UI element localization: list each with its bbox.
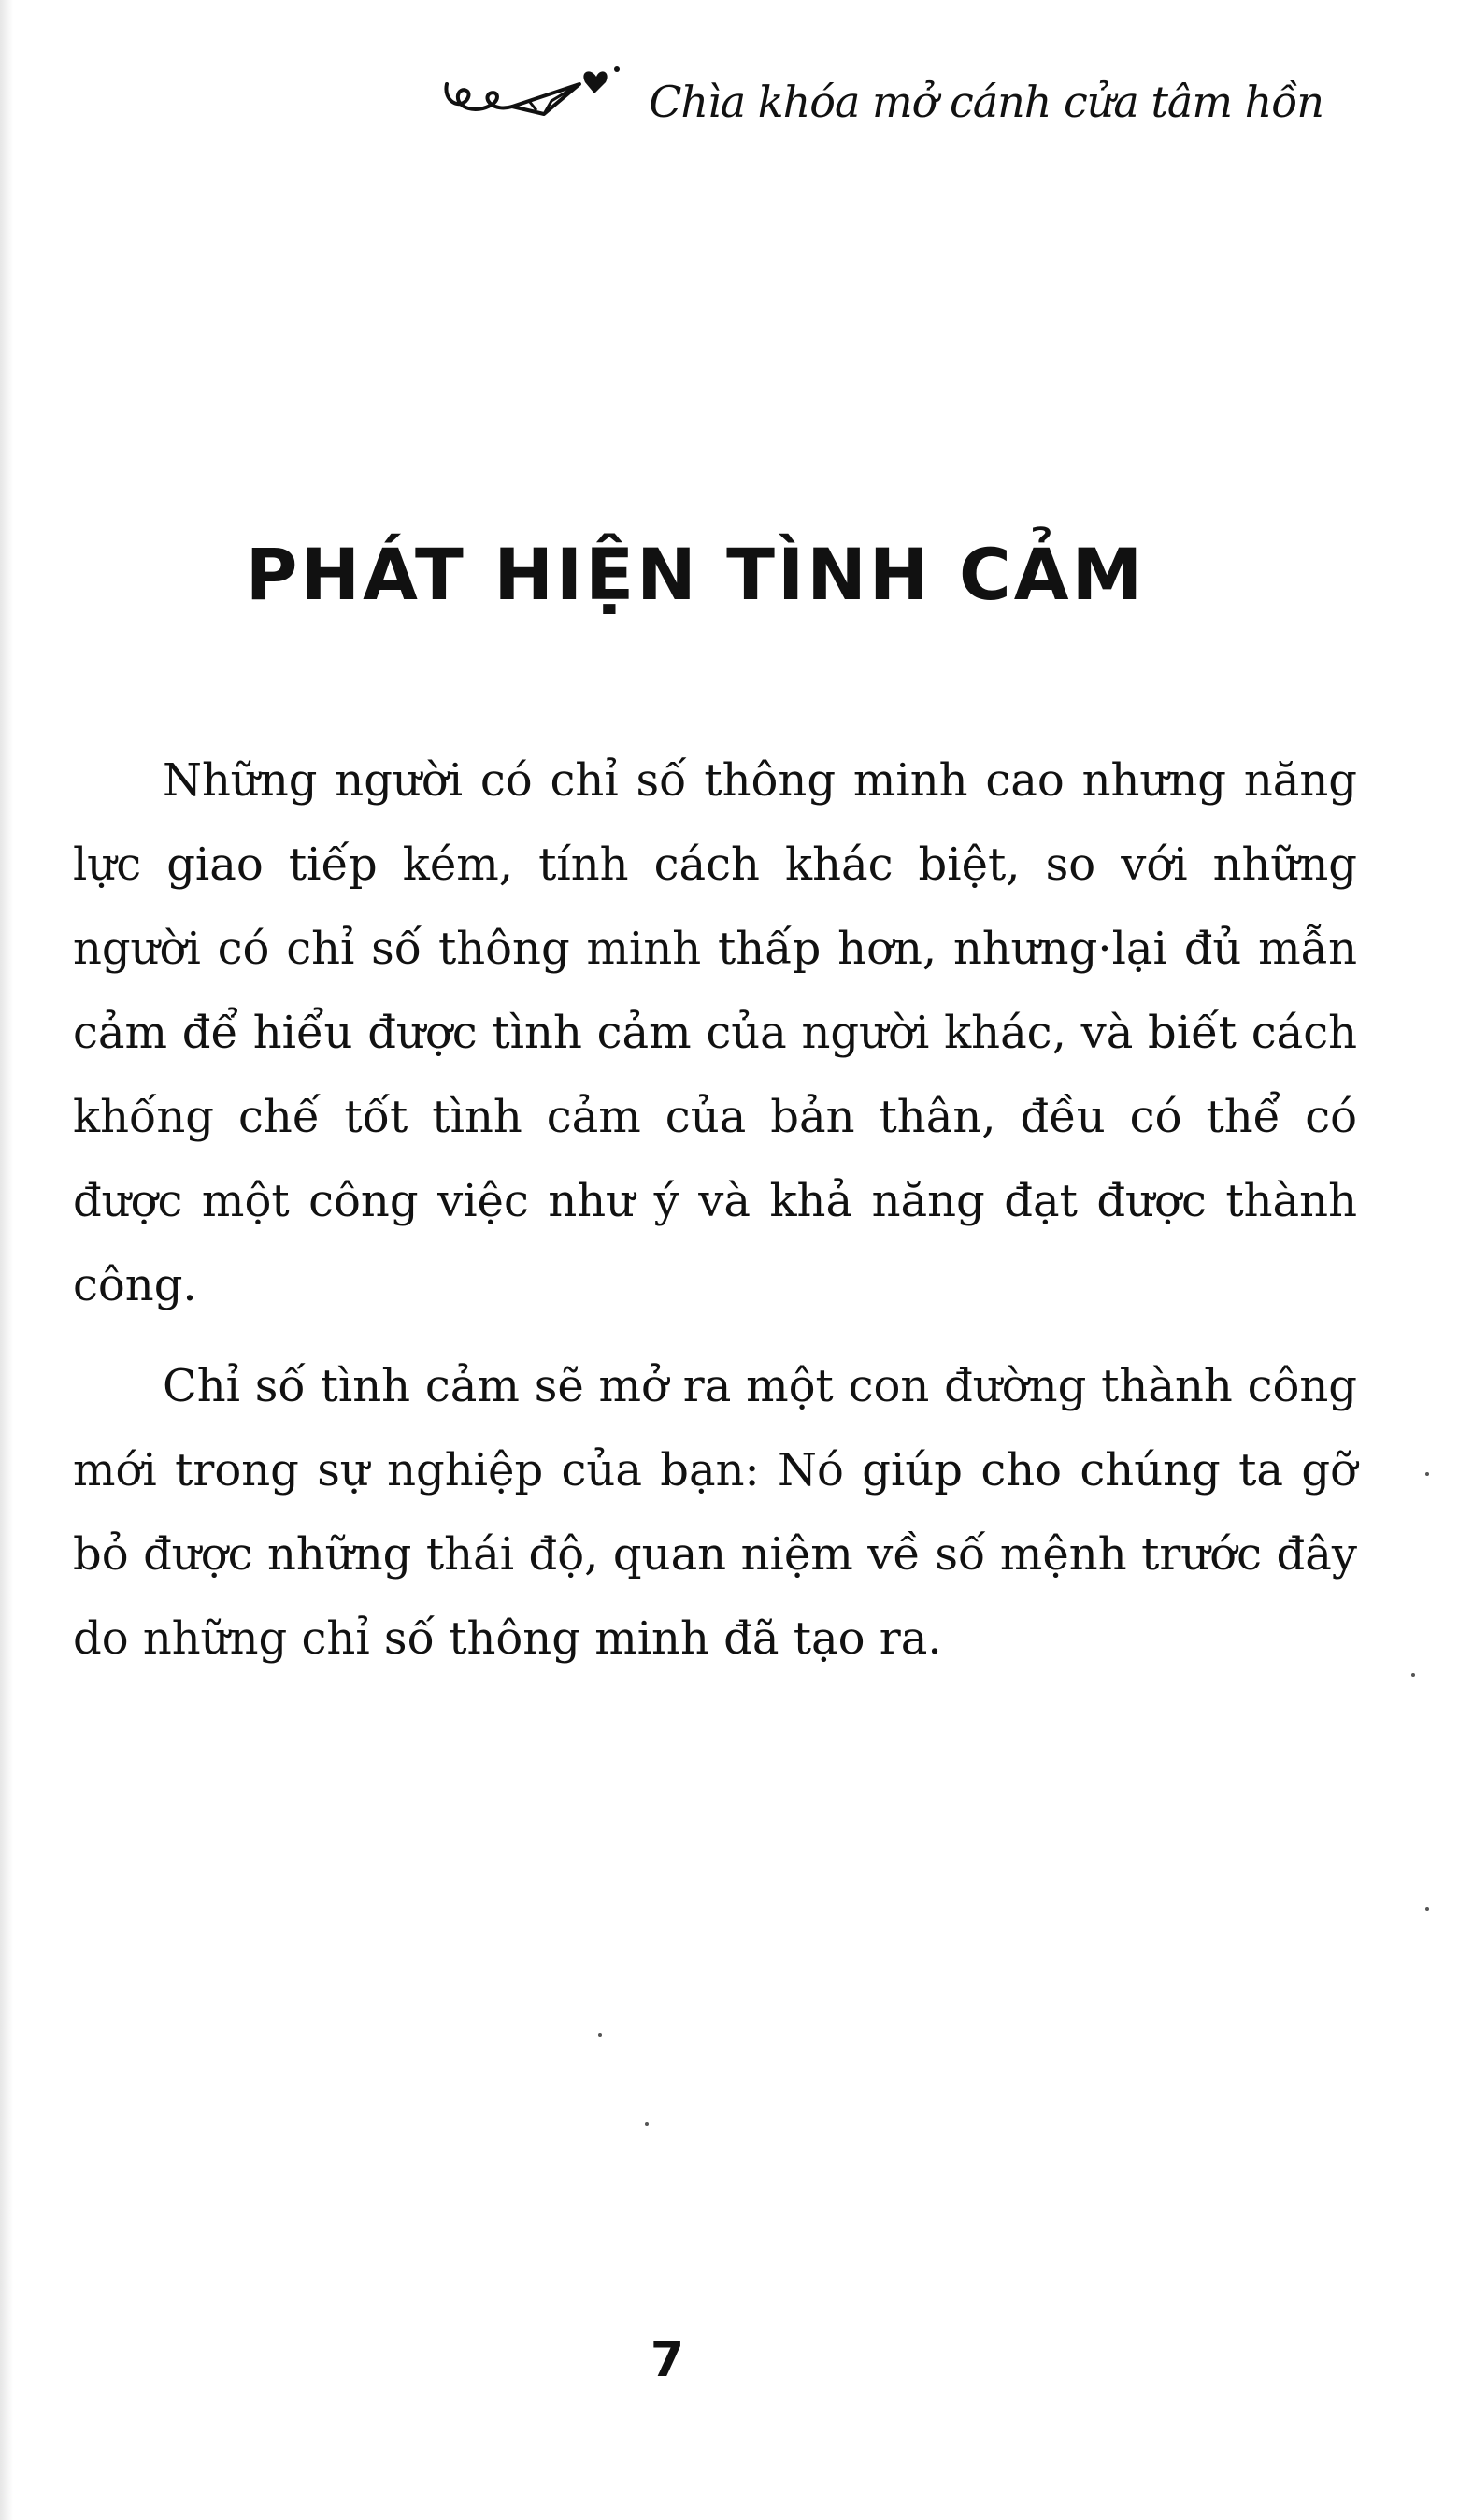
scan-speck — [1425, 1907, 1429, 1911]
running-header — [439, 56, 1323, 131]
chapter-title: PHÁT HIỆN TÌNH CẢM — [245, 533, 1146, 616]
running-header-title: Chìa khóa mở cánh cửa tâm hồn — [649, 77, 1323, 127]
paragraph-1: Những người có chỉ số thông minh cao nhưng năng lực giao tiếp kém, tính cách khác biệt, so với những người có chỉ số thông minh thấp hơn, nhưng·lại đủ mẫn cảm để hiểu được tình cảm của người khác, và biết cách khống chế tốt tình cảm của bản thân, đều có thể có được một công việc như ý và khả năng đạt được thành công. — [73, 754, 1357, 1311]
scan-speck — [1425, 1472, 1429, 1476]
paper-plane-heart-flourish-icon — [439, 56, 636, 131]
page-number: 7 — [650, 2332, 685, 2388]
scan-speck — [598, 2033, 602, 2037]
scan-speck — [1411, 1673, 1415, 1677]
scan-speck — [645, 2122, 649, 2126]
page-edge-shadow — [0, 0, 13, 2520]
body-text — [73, 738, 1357, 1697]
paragraph-2: Chỉ số tình cảm sẽ mở ra một con đường thành công mới trong sự nghiệp của bạn: Nó giúp cho chúng ta gỡ bỏ được những thái độ, quan niệm về số mệnh trước đây do những chỉ số thông minh đã tạo ra. — [73, 1360, 1357, 1665]
